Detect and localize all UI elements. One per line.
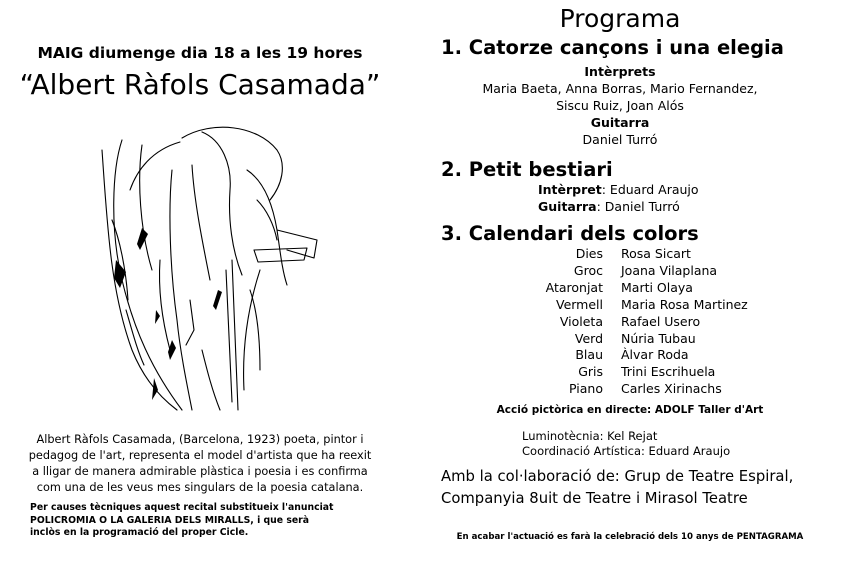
color-role: Piano [569, 381, 603, 397]
performer-name: Marti Olaya [621, 279, 693, 295]
event-title: “Albert Ràfols Casamada” [19, 68, 381, 101]
piece-2-guitar [538, 199, 680, 214]
interprets-line: Siscu Ruiz, Joan Alós [556, 98, 684, 113]
interprets-line: Maria Baeta, Anna Borras, Mario Fernandez, [482, 81, 758, 96]
program-title: Programa [559, 4, 681, 33]
note-line: POLICROMIA O LA GALERIA DELS MIRALLS, i que serà [30, 514, 310, 526]
guitar-name: Daniel Turró [582, 132, 658, 147]
interprets-label: Intèrprets [584, 64, 656, 79]
substitution-note [30, 502, 375, 540]
interpret-label: Intèrpret [538, 182, 602, 197]
piece-1-credits [430, 63, 810, 148]
interpret-name: : Eduard Araujo [601, 182, 699, 197]
guitar-label: Guitarra [590, 115, 650, 130]
guitar-name: : Daniel Turró [596, 199, 680, 214]
color-role: Verd [574, 330, 603, 346]
note-line: Per causes tècniques aquest recital substitueix l'anunciat [30, 502, 334, 513]
artist-bio [18, 432, 382, 496]
bio-line: a lligar de manera admirable plàstica i poesia i es confirma [32, 465, 368, 478]
note-line: inclòs en la programació del proper Cicle. [30, 527, 249, 538]
performer-name: Núria Tubau [621, 330, 696, 346]
performer-name: Rosa Sicart [621, 246, 691, 261]
color-performers [621, 246, 748, 398]
coordination-credit: Coordinació Artística: Eduard Araujo [522, 444, 731, 458]
color-role: Violeta [559, 313, 603, 329]
collaboration-line: Amb la col·laboració de: Grup de Teatre Espiral, [441, 468, 794, 485]
color-role: Dies [575, 246, 603, 261]
artwork-drawing [82, 110, 322, 432]
bio-line: Albert Ràfols Casamada, (Barcelona, 1923) poeta, pintor i [36, 433, 364, 446]
performer-name: Àlvar Roda [621, 347, 689, 363]
piece-3-title: 3. Calendari dels colors [441, 222, 699, 245]
piece-2-title: 2. Petit bestiari [441, 158, 613, 181]
guitar-label: Guitarra [538, 199, 597, 214]
color-roles [500, 246, 603, 398]
color-role: Blau [575, 347, 603, 363]
color-role: Gris [578, 364, 603, 380]
live-painting-credit: Acció pictòrica en directe: ADOLF Taller d'Art [496, 404, 764, 416]
lighting-credit: Luminotècnia: Kel Rejat [522, 429, 658, 443]
piece-2-interpret [538, 182, 699, 197]
color-role: Ataronjat [545, 279, 603, 295]
performer-name: Maria Rosa Martinez [621, 296, 748, 312]
piece-1-title: 1. Catorze cançons i una elegia [441, 36, 784, 59]
color-role: Vermell [555, 296, 603, 312]
performer-name: Rafael Usero [621, 313, 701, 329]
bio-line: pedagog de l'art, representa el model d'artista que ha reexit [28, 449, 372, 462]
performer-name: Trini Escrihuela [621, 364, 716, 380]
collaboration-line: Companyia 8uit de Teatre i Mirasol Teatre [441, 490, 748, 507]
celebration-note: En acabar l'actuació es farà la celebració dels 10 anys de PENTAGRAMA [456, 532, 804, 542]
event-date-heading: MAIG diumenge dia 18 a les 19 hores [37, 44, 363, 62]
color-role: Groc [573, 262, 603, 278]
performer-name: Carles Xirinachs [621, 381, 722, 397]
bio-line: com una de les veus mes singulars de la poesia catalana. [36, 481, 364, 494]
performer-name: Joana Vilaplana [621, 262, 718, 278]
collaboration [441, 466, 793, 510]
